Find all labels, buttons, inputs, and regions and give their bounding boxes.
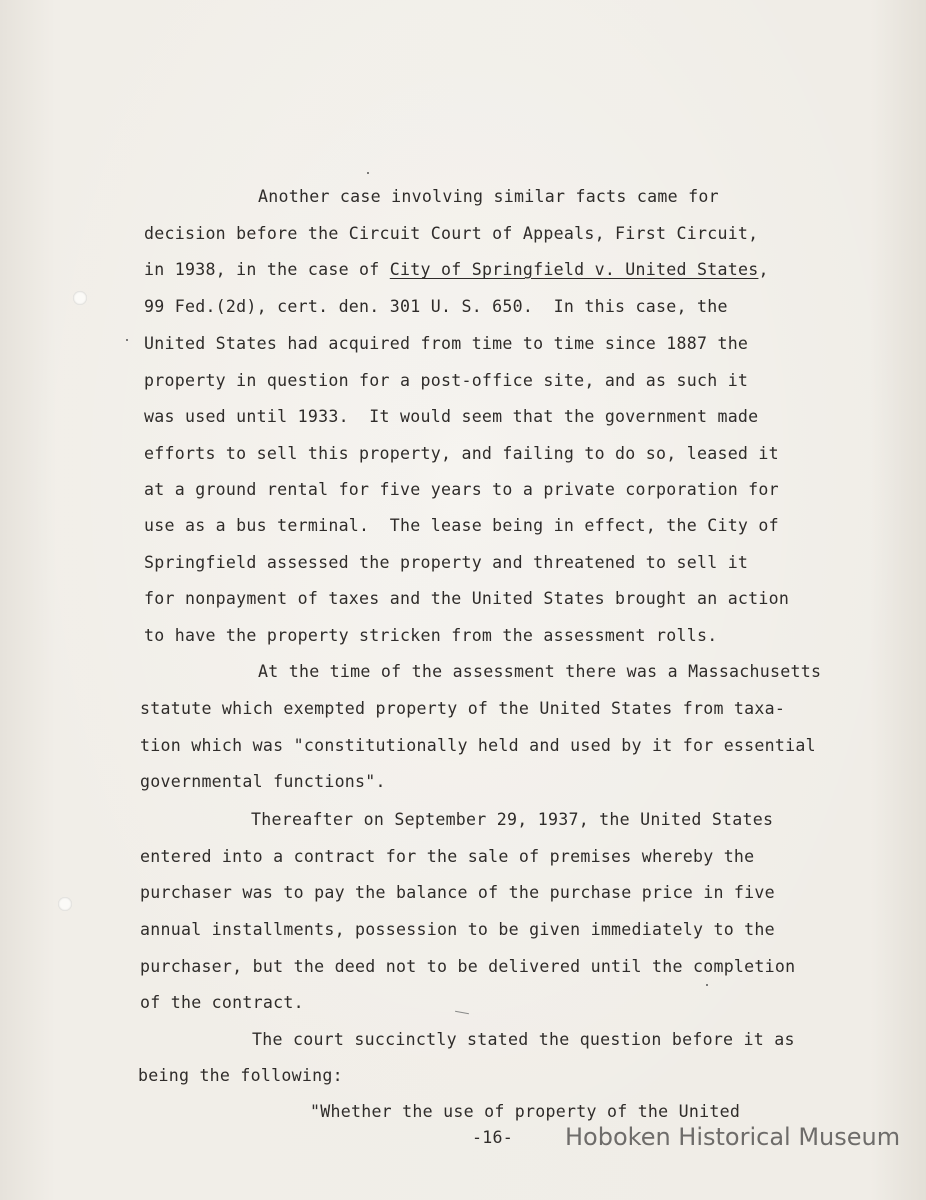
case-citation: City of Springfield v. United States [389,260,759,279]
text-line: At the time of the assessment there was a Massachusetts [258,662,822,681]
speck [367,172,369,174]
museum-watermark: Hoboken Historical Museum [565,1123,901,1151]
text-line: purchaser, but the deed not to be delivered until the completion [140,957,796,976]
text-line: statute which exempted property of the United States from taxa- [140,699,786,718]
text-line: tion which was "constitutionally held and used by it for essential [140,736,816,755]
text-line: annual installments, possession to be given immediately to the [140,920,775,939]
text-after-citation: , [758,260,769,279]
speck [706,984,708,986]
text-line: Another case involving similar facts came for [258,187,719,206]
text-line: of the contract. [140,993,304,1012]
punch-hole-bottom [58,897,72,911]
text-before-citation: in 1938, in the case of [144,260,390,279]
text-line: The court succinctly stated the question before it as [252,1030,795,1049]
text-line: efforts to sell this property, and failing to do so, leased it [144,444,779,463]
text-line: for nonpayment of taxes and the United States brought an action [144,589,790,608]
text-line: at a ground rental for five years to a private corporation for [144,480,779,499]
text-line-with-case-citation [144,260,769,280]
text-line: was used until 1933. It would seem that the government made [144,407,759,426]
quote-line: "Whether the use of property of the United [310,1102,741,1121]
text-line: being the following: [138,1066,343,1085]
text-line: entered into a contract for the sale of premises whereby the [140,847,755,866]
page-number: -16- [472,1128,513,1147]
text-line: 99 Fed.(2d), cert. den. 301 U. S. 650. In this case, the [144,297,728,316]
text-line: purchaser was to pay the balance of the purchase price in five [140,883,775,902]
text-line: property in question for a post-office site, and as such it [144,371,749,390]
text-line: Thereafter on September 29, 1937, the United States [251,810,774,829]
text-line: decision before the Circuit Court of Appeals, First Circuit, [144,224,759,243]
text-line: United States had acquired from time to time since 1887 the [144,334,749,353]
text-line: use as a bus terminal. The lease being in effect, the City of [144,516,779,535]
speck [126,339,128,341]
text-line: to have the property stricken from the assessment rolls. [144,626,718,645]
stray-mark [455,1011,469,1014]
text-line: governmental functions". [140,772,386,791]
text-line: Springfield assessed the property and threatened to sell it [144,553,749,572]
punch-hole-top [73,291,87,305]
